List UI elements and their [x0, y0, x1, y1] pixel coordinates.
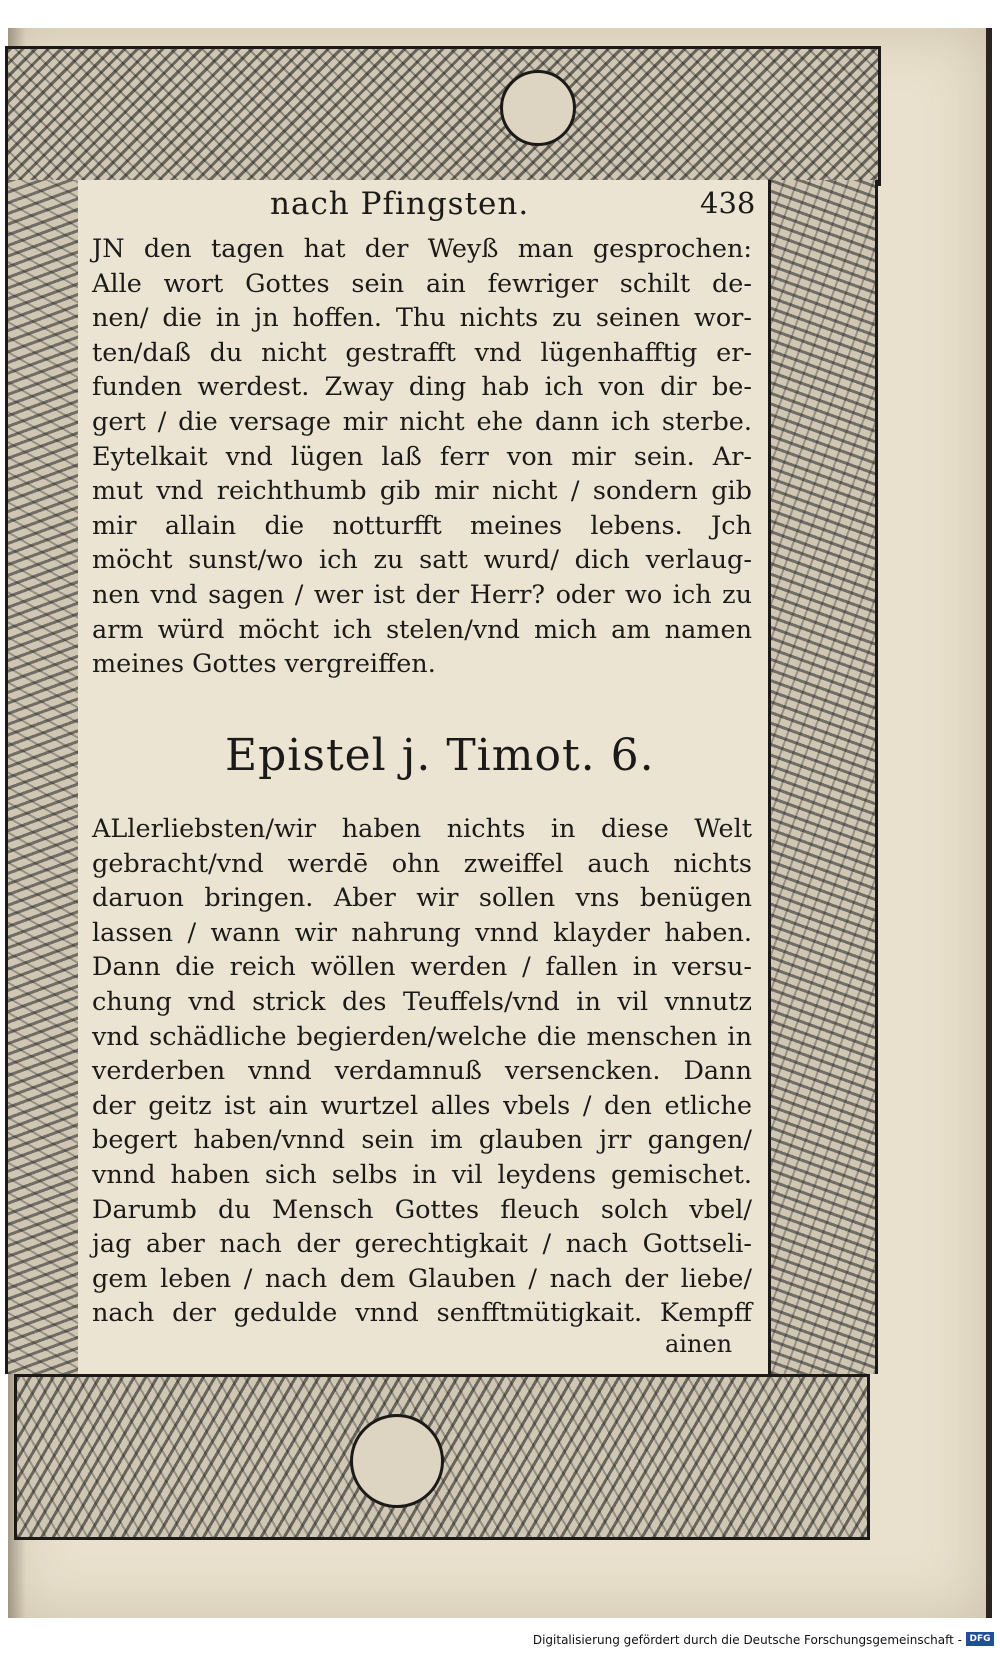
catchword: ainen: [665, 1330, 733, 1358]
text-line: gebracht/vnd werdē ohn zweiffel auch nichts: [92, 848, 752, 879]
text-line: vnd schädliche begierden/welche die menschen in: [92, 1021, 752, 1052]
page-number: 438: [700, 186, 756, 220]
text-line: Darumb du Mensch Gottes fleuch solch vbel/: [92, 1194, 752, 1225]
text-line: gert / die versage mir nicht ehe dann ich sterbe.: [92, 406, 752, 437]
woodcut-border-left: [5, 180, 81, 1374]
section-heading: Epistel j. Timot. 6.: [225, 730, 655, 781]
text-line: meines Gottes vergreiffen.: [92, 649, 436, 680]
text-line: mir allain die notturfft meines lebens. Jch: [92, 510, 752, 541]
text-line: ten/daß du nicht gestrafft vnd lügenhafftig er-: [92, 337, 752, 368]
text-line: vnnd haben sich selbs in vil leydens gemischet.: [92, 1159, 752, 1190]
text-line: Alle wort Gottes sein ain fewriger schilt de-: [92, 268, 752, 299]
paragraph-epistle: [92, 812, 752, 1331]
woodcut-border-right: [768, 180, 878, 1374]
text-line: gem leben / nach dem Glauben / nach der liebe/: [92, 1263, 752, 1294]
paragraph-proverbs: [92, 232, 752, 682]
woodcut-roundel-top: [500, 70, 576, 146]
text-line: arm würd möcht ich stelen/vnd mich am namen: [92, 614, 752, 645]
woodcut-border-top: [5, 46, 881, 186]
text-line: begert haben/vnnd sein im glauben jrr gangen/: [92, 1125, 752, 1156]
text-line: nen/ die in jn hoffen. Thu nichts zu seinen wor-: [92, 303, 752, 334]
text-line: möcht sunst/wo ich zu satt wurd/ dich verlaug-: [92, 545, 752, 576]
woodcut-roundel-bottom: [350, 1414, 444, 1508]
dfg-logo: DFG: [966, 1632, 994, 1646]
text-line: verderben vnnd verdamnuß versencken. Dann: [92, 1056, 752, 1087]
running-head: nach Pfingsten.: [270, 186, 530, 222]
text-line: Eytelkait vnd lügen laß ferr von mir sein. Ar-: [92, 441, 752, 472]
text-line: nen vnd sagen / wer ist der Herr? oder wo ich zu: [92, 579, 752, 610]
text-line: funden werdest. Zway ding hab ich von dir be-: [92, 372, 752, 403]
text-line: daruon bringen. Aber wir sollen vns benügen: [92, 883, 752, 914]
text-line: lassen / wann wir nahrung vnnd klayder haben.: [92, 917, 752, 948]
text-line: mut vnd reichthumb gib mir nicht / sondern gib: [92, 476, 752, 507]
text-line: ALlerliebsten/wir haben nichts in diese Welt: [92, 814, 752, 844]
text-line: Dann die reich wöllen werden / fallen in versu-: [92, 952, 752, 983]
text-line: nach der gedulde vnnd senfftmütigkait. Kempff: [92, 1298, 752, 1329]
text-line: JN den tagen hat der Weyß man gesprochen:: [92, 234, 752, 264]
text-line: jag aber nach der gerechtigkait / nach Gottseli-: [92, 1229, 752, 1260]
text-line: der geitz ist ain wurtzel alles vbels / den etliche: [92, 1090, 752, 1121]
funding-credit: Digitalisierung gefördert durch die Deutsche Forschungsgemeinschaft -: [532, 1633, 962, 1647]
text-line: chung vnd strick des Teuffels/vnd in vil vnnutz: [92, 986, 752, 1017]
